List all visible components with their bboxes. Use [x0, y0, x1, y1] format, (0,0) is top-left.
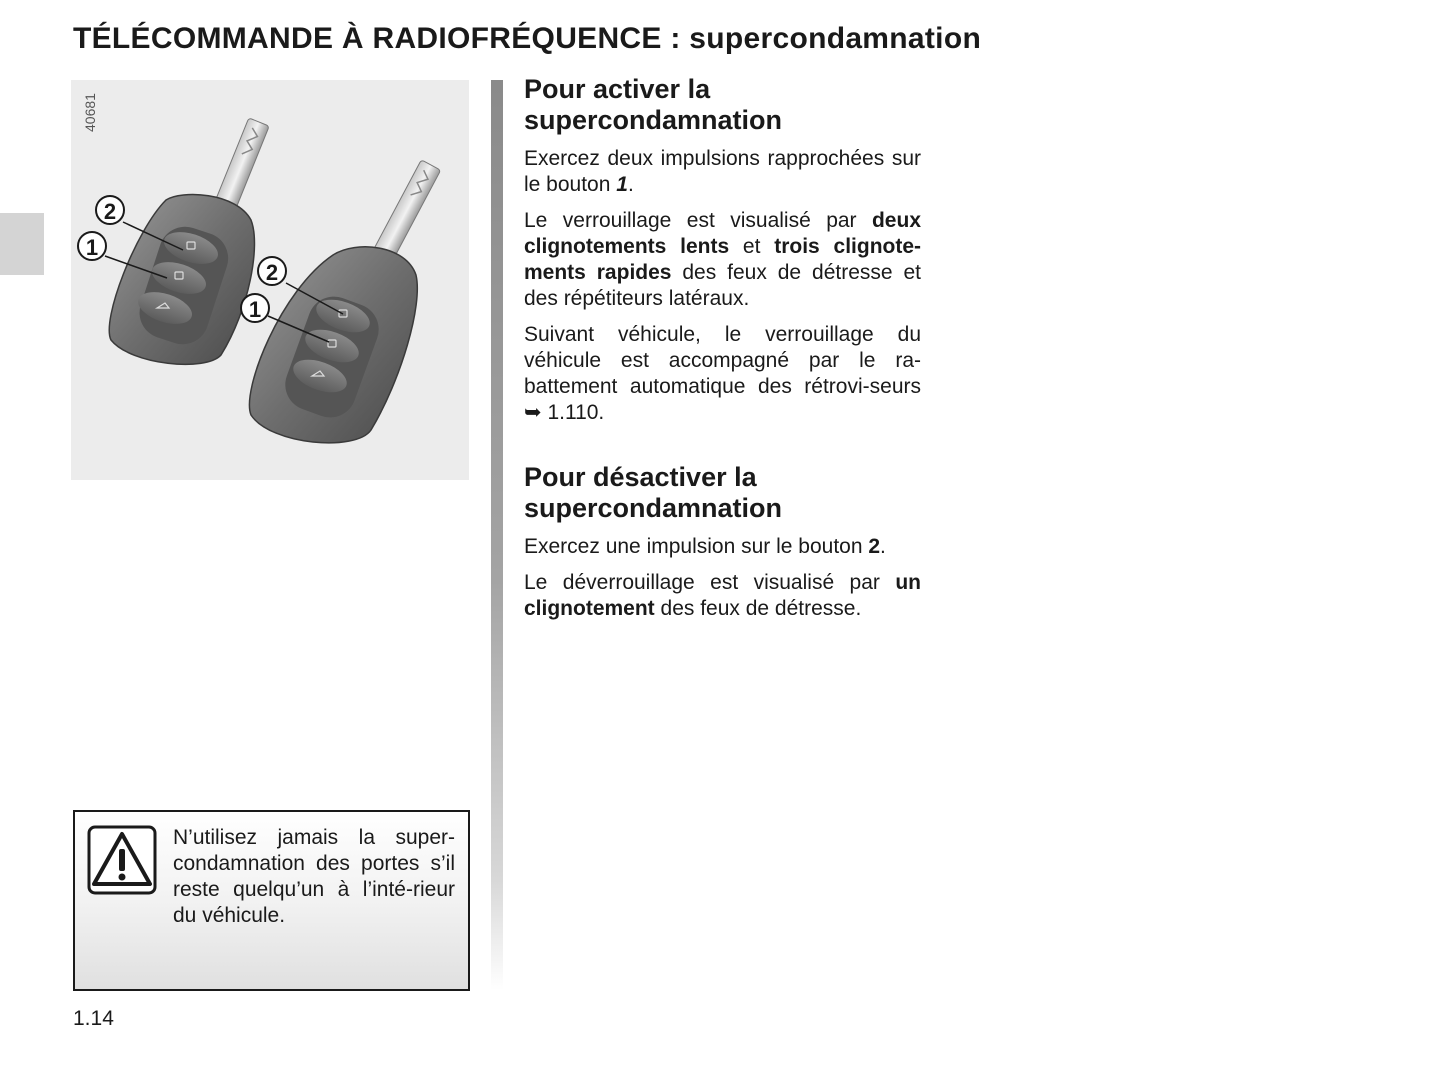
section-tab-marker	[0, 213, 44, 275]
callout-1-left	[78, 232, 106, 260]
deactivate-p2-a: Le déverrouillage est visualisé par	[524, 571, 896, 594]
activate-heading-line1: Pour activer la	[524, 74, 711, 104]
warning-text: N’utilisez jamais la super-condamnation des portes s’il reste quelqu’un à l’inté-rieur du véhicule.	[173, 826, 455, 927]
page-ref-link[interactable]: 1.110.	[541, 401, 605, 424]
left-key	[109, 118, 269, 364]
activate-p2-c: et	[729, 235, 775, 258]
right-key	[249, 160, 440, 443]
callout-1-right	[241, 294, 269, 322]
callout-1-left-label: 1	[85, 235, 99, 260]
callout-2-right-label: 2	[265, 260, 279, 285]
activate-p1-text: Exercez deux impulsions rapprochées sur le bouton	[524, 147, 921, 196]
page-number: 1.14	[73, 1007, 114, 1030]
callout-2-right	[258, 257, 286, 285]
figure-ref-code: 40681	[82, 93, 98, 132]
deactivate-p1-suffix: .	[880, 535, 886, 558]
warning-box	[73, 810, 470, 991]
instructions-column	[524, 74, 921, 632]
activate-p3-text: Suivant véhicule, le verrouillage du véhicule est accompagné par le ra-battement automatique des rétrovi-seurs	[524, 323, 921, 398]
deactivate-p1-text: Exercez une impulsion sur le bouton	[524, 535, 869, 558]
deactivate-paragraph-2	[524, 570, 921, 622]
callout-2-left	[96, 196, 124, 224]
callout-1-right-label: 1	[248, 297, 262, 322]
deactivate-paragraph-1	[524, 534, 921, 560]
deactivate-heading	[524, 462, 921, 524]
activate-p2-a: Le verrouillage est visualisé par	[524, 209, 872, 232]
button-2-ref: 2	[868, 535, 881, 558]
key-illustration	[71, 80, 469, 480]
deactivate-p2-c: des feux de détresse.	[654, 597, 862, 620]
deactivate-heading-line2: supercondamnation	[524, 493, 783, 523]
callout-2-left-label: 2	[103, 199, 117, 224]
activate-p2-b: deux clignotements lents	[524, 209, 921, 258]
activate-heading-line2: supercondamnation	[524, 105, 783, 135]
activate-paragraph-1	[524, 146, 921, 198]
deactivate-p2-b: un clignotement	[524, 571, 921, 620]
activate-paragraph-3	[524, 322, 921, 426]
activate-p1-suffix: .	[627, 173, 634, 196]
activate-p2-e: des feux de détresse et des répétiteurs latéraux.	[524, 261, 921, 310]
activate-p2-d: trois clignote-ments rapides	[524, 235, 922, 284]
column-divider	[491, 80, 503, 990]
activate-paragraph-2	[524, 208, 921, 312]
button-1-ref: 1	[616, 173, 628, 196]
page-ref-arrow-icon: ➥	[524, 401, 542, 424]
deactivate-heading-line1: Pour désactiver la	[524, 462, 757, 492]
warning-triangle-icon	[87, 825, 157, 895]
activate-heading	[524, 74, 921, 136]
page-title: TÉLÉCOMMANDE À RADIOFRÉQUENCE : supercondamnation	[73, 22, 982, 55]
